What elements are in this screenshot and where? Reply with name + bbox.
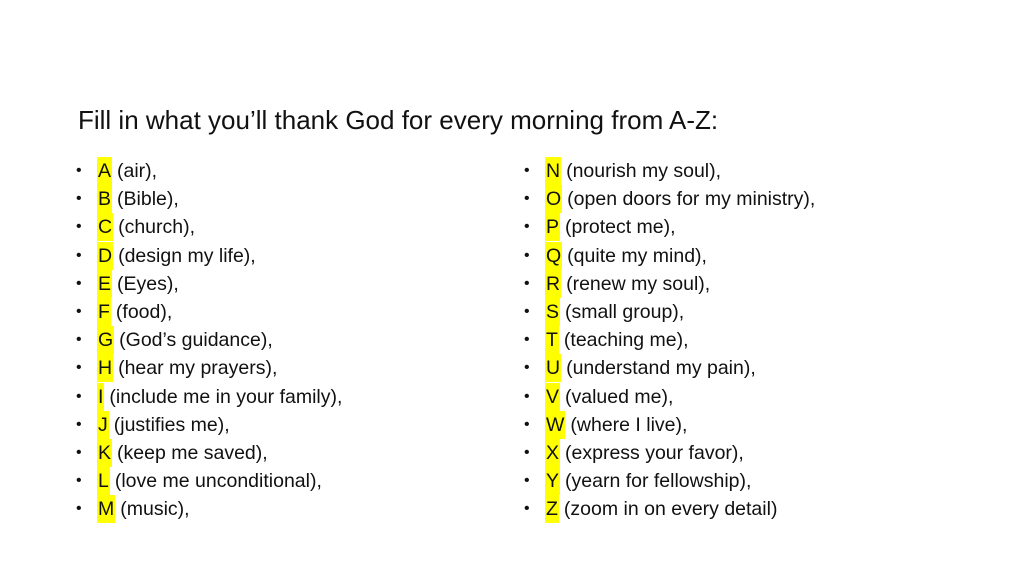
list-item	[76, 157, 342, 185]
item-description: (Eyes),	[117, 272, 179, 295]
bullet-icon: •	[76, 443, 82, 461]
item-description: (small group),	[565, 301, 685, 324]
highlighted-letter: L	[97, 467, 110, 495]
list-item	[76, 298, 342, 326]
highlighted-letter: B	[97, 185, 112, 213]
list-item	[524, 467, 815, 495]
highlighted-letter: D	[97, 242, 113, 270]
highlighted-letter: I	[97, 383, 104, 411]
item-description: (music),	[120, 498, 190, 521]
item-description: (yearn for fellowship),	[565, 470, 752, 493]
list-item	[76, 326, 342, 354]
bullet-icon: •	[524, 274, 530, 292]
bullet-icon: •	[524, 303, 530, 321]
bullet-icon: •	[524, 472, 530, 490]
item-description: (hear my prayers),	[118, 357, 278, 380]
highlighted-letter: P	[545, 213, 560, 241]
list-item	[76, 185, 342, 213]
item-description: (keep me saved),	[117, 441, 268, 464]
list-item	[524, 326, 815, 354]
item-description: (zoom in on every detail)	[563, 498, 778, 521]
bullet-icon: •	[524, 218, 530, 236]
bullet-icon: •	[76, 415, 82, 433]
bullet-icon: •	[76, 331, 82, 349]
list-item	[76, 495, 342, 523]
highlighted-letter: Z	[545, 495, 559, 523]
list-item	[76, 213, 342, 241]
highlighted-letter: U	[545, 354, 561, 382]
item-description: (protect me),	[565, 216, 676, 239]
highlighted-letter: V	[545, 383, 560, 411]
bullet-icon: •	[76, 162, 82, 180]
item-description: (church),	[118, 216, 196, 239]
highlighted-letter: X	[545, 439, 560, 467]
list-item	[76, 383, 342, 411]
bullet-icon: •	[524, 387, 530, 405]
highlighted-letter: R	[545, 270, 561, 298]
bullet-icon: •	[76, 472, 82, 490]
bullet-icon: •	[76, 359, 82, 377]
item-description: (valued me),	[565, 385, 674, 408]
list-item	[76, 242, 342, 270]
bullet-icon: •	[524, 443, 530, 461]
item-description: (justifies me),	[113, 413, 230, 436]
bullet-icon: •	[76, 218, 82, 236]
list-item	[76, 439, 342, 467]
bullet-icon: •	[524, 190, 530, 208]
list-item	[524, 185, 815, 213]
list-item	[524, 298, 815, 326]
item-description: (Bible),	[117, 188, 179, 211]
list-item	[524, 354, 815, 382]
highlighted-letter: A	[97, 157, 112, 185]
item-description: (where I live),	[570, 413, 688, 436]
bullet-icon: •	[76, 500, 82, 518]
list-item	[76, 354, 342, 382]
highlighted-letter: F	[97, 298, 111, 326]
item-description: (design my life),	[118, 244, 256, 267]
item-description: (include me in your family),	[109, 385, 343, 408]
item-description: (quite my mind),	[567, 244, 707, 267]
bullet-list-n-to-z	[524, 157, 815, 523]
bullet-icon: •	[76, 387, 82, 405]
highlighted-letter: M	[97, 495, 115, 523]
highlighted-letter: N	[545, 157, 561, 185]
bullet-list-a-to-m	[76, 157, 342, 523]
item-description: (love me unconditional),	[114, 470, 322, 493]
list-item	[524, 242, 815, 270]
bullet-icon: •	[76, 274, 82, 292]
item-description: (nourish my soul),	[566, 160, 722, 183]
item-description: (God’s guidance),	[119, 329, 273, 352]
highlighted-letter: S	[545, 298, 560, 326]
highlighted-letter: Y	[545, 467, 560, 495]
bullet-icon: •	[76, 246, 82, 264]
bullet-icon: •	[76, 190, 82, 208]
list-item	[524, 411, 815, 439]
highlighted-letter: K	[97, 439, 112, 467]
list-item	[524, 439, 815, 467]
highlighted-letter: E	[97, 270, 112, 298]
list-item	[76, 411, 342, 439]
highlighted-letter: O	[545, 185, 562, 213]
list-item	[524, 270, 815, 298]
list-item	[524, 383, 815, 411]
highlighted-letter: J	[97, 411, 109, 439]
highlighted-letter: C	[97, 213, 113, 241]
item-description: (teaching me),	[563, 329, 689, 352]
list-item	[76, 467, 342, 495]
item-description: (air),	[117, 160, 158, 183]
item-description: (express your favor),	[565, 441, 744, 464]
highlighted-letter: G	[97, 326, 114, 354]
bullet-icon: •	[76, 303, 82, 321]
bullet-icon: •	[524, 246, 530, 264]
item-description: (open doors for my ministry),	[567, 188, 816, 211]
bullet-icon: •	[524, 415, 530, 433]
highlighted-letter: W	[545, 411, 565, 439]
bullet-icon: •	[524, 500, 530, 518]
slide-title: Fill in what you’ll thank God for every morning from A-Z:	[78, 105, 719, 135]
list-item	[524, 213, 815, 241]
list-item	[524, 495, 815, 523]
item-description: (renew my soul),	[566, 272, 711, 295]
bullet-icon: •	[524, 162, 530, 180]
list-item	[524, 157, 815, 185]
item-description: (food),	[115, 301, 173, 324]
list-item	[76, 270, 342, 298]
item-description: (understand my pain),	[566, 357, 756, 380]
bullet-icon: •	[524, 331, 530, 349]
highlighted-letter: H	[97, 354, 113, 382]
highlighted-letter: T	[545, 326, 559, 354]
bullet-icon: •	[524, 359, 530, 377]
highlighted-letter: Q	[545, 242, 562, 270]
